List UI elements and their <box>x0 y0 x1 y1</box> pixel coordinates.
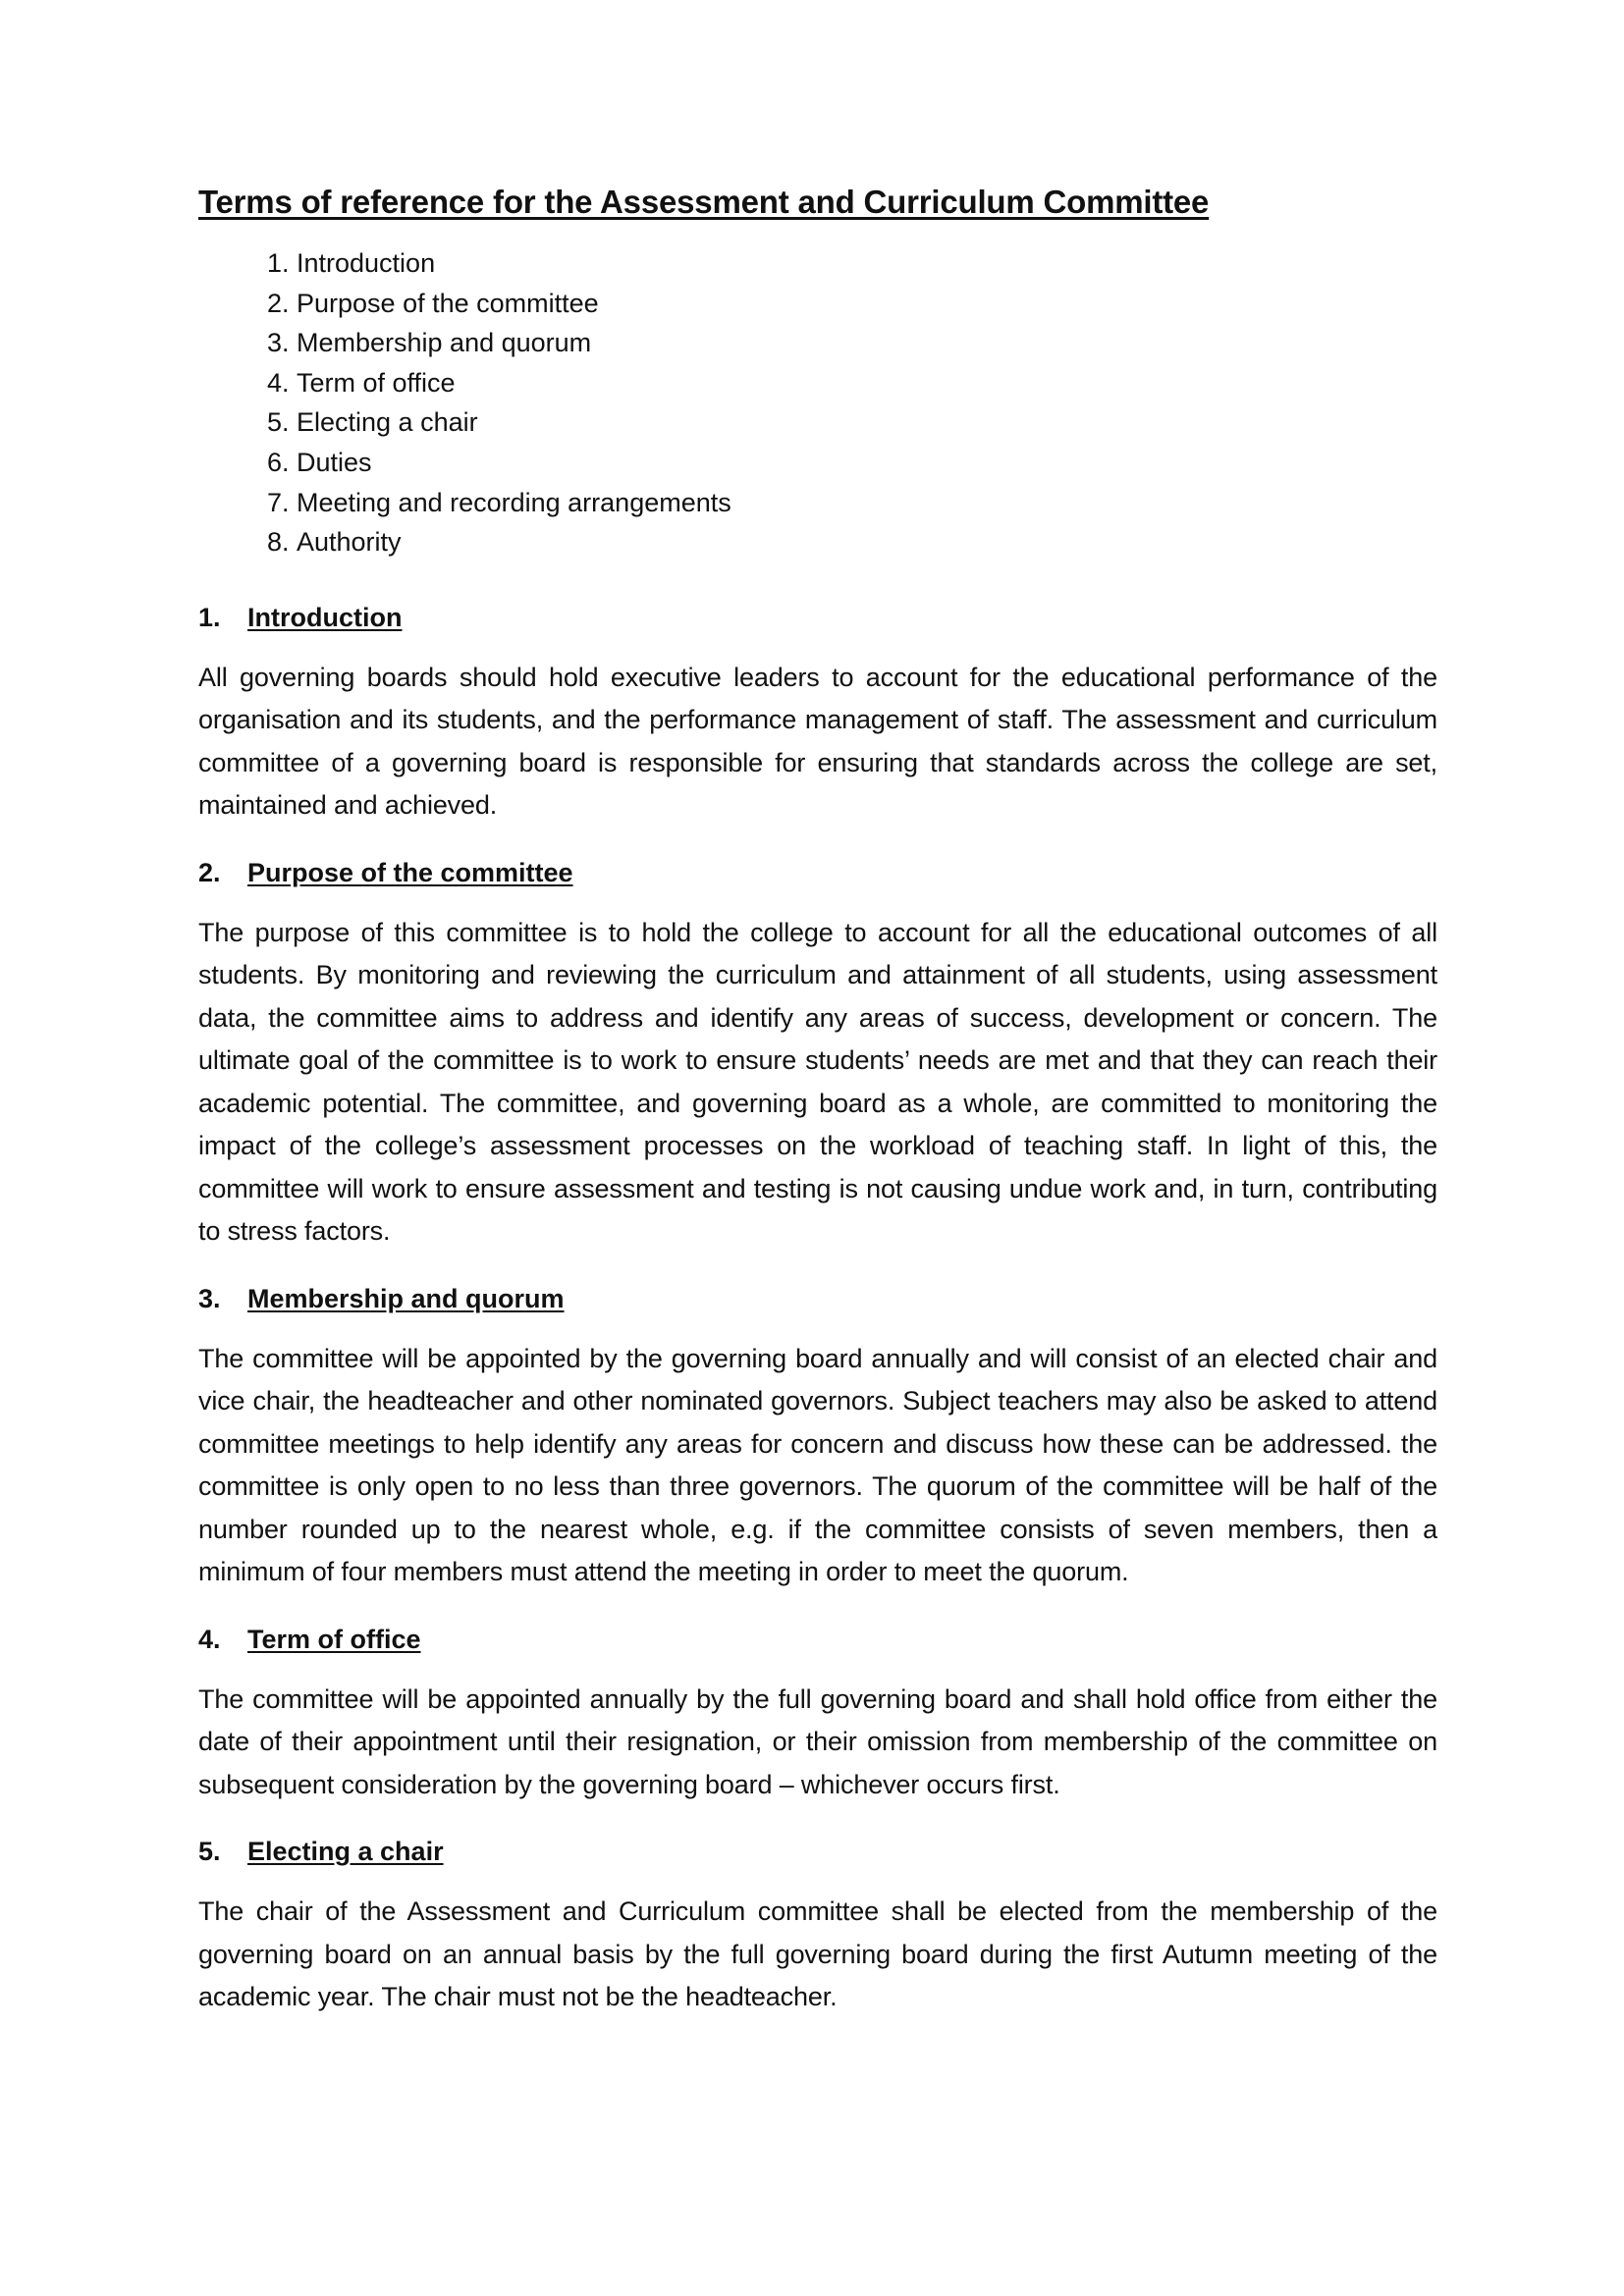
section-introduction <box>198 598 1437 828</box>
section-heading <box>198 1620 1437 1659</box>
section-electing-chair <box>198 1832 1437 2019</box>
toc-item <box>198 363 1437 403</box>
section-number: 2. <box>198 857 221 887</box>
section-body: The purpose of this committee is to hold the college to account for all the educational outcomes of all students. By monitoring and reviewing the curriculum and attainment of all students, using assessment data, the committee aims to address and identify any areas of success, development or concern. The ultimate goal of the committee is to work to ensure students’ needs are met and that they can reach their academic potential. The committee, and governing board as a whole, are committed to monitoring the impact of the college’s assessment processes on the workload of teaching staff. In light of this, the committee will work to ensure assessment and testing is not causing undue work and, in turn, contributing to stress factors. <box>198 917 1437 1247</box>
table-of-contents <box>198 243 1437 562</box>
section-title: Term of office <box>247 1624 421 1654</box>
toc-item-label: Electing a chair <box>297 407 478 438</box>
section-heading <box>198 1832 1437 1871</box>
section-number: 5. <box>198 1837 221 1867</box>
toc-item-label: Purpose of the committee <box>297 288 599 318</box>
section-title: Electing a chair <box>247 1837 444 1867</box>
section-membership <box>198 1279 1437 1594</box>
toc-item <box>198 483 1437 523</box>
section-heading <box>198 1279 1437 1318</box>
section-number: 3. <box>198 1283 221 1313</box>
toc-item <box>198 443 1437 483</box>
toc-item <box>198 243 1437 284</box>
section-body: All governing boards should hold executive leaders to account for the educational performance of the organisation and its students, and the performance management of staff. The assessment and curriculum committee of a governing board is responsible for ensuring that standards across the college are set, maintained and achieved. <box>198 662 1437 821</box>
toc-item-label: Membership and quorum <box>297 328 592 358</box>
section-number: 1. <box>198 602 221 632</box>
toc-item-number: 8. <box>267 527 290 558</box>
toc-item <box>198 284 1437 324</box>
section-purpose <box>198 853 1437 1254</box>
section-heading <box>198 598 1437 637</box>
section-heading <box>198 853 1437 892</box>
toc-item-number: 4. <box>267 367 290 398</box>
section-term-of-office <box>198 1620 1437 1807</box>
toc-item <box>198 522 1437 562</box>
section-body: The committee will be appointed by the governing board annually and will consist of an elected chair and vice chair, the headteacher and other nominated governors. Subject teachers may also be asked to attend committee meetings to help identify any areas for concern and discuss how these can be addressed. the committee is only open to no less than three governors. The quorum of the committee will be half of the number rounded up to the nearest whole, e.g. if the committee consists of seven members, then a minimum of four members must attend the meeting in order to meet the quorum. <box>198 1343 1437 1587</box>
toc-item-number: 3. <box>267 328 290 358</box>
toc-item-number: 5. <box>267 407 290 438</box>
toc-item-label: Authority <box>297 527 402 558</box>
toc-item-label: Introduction <box>297 248 436 278</box>
toc-item-label: Term of office <box>297 367 456 398</box>
section-body: The chair of the Assessment and Curriculum committee shall be elected from the membership of the governing board on an annual basis by the full governing board during the first Autumn meeting of the academic year. The chair must not be the headteacher. <box>198 1896 1437 2012</box>
section-number: 4. <box>198 1624 221 1654</box>
section-body: The committee will be appointed annually by the full governing board and shall hold office from either the date of their appointment until their resignation, or their omission from membership of the committee on subsequent consideration by the governing board – whichever occurs first. <box>198 1683 1437 1799</box>
toc-item-number: 2. <box>267 288 290 318</box>
toc-item-number: 6. <box>267 447 290 477</box>
document-content <box>198 181 1437 2045</box>
section-title: Purpose of the committee <box>247 857 573 887</box>
section-title: Introduction <box>247 602 403 632</box>
toc-item <box>198 402 1437 443</box>
document-title: Terms of reference for the Assessment and Curriculum Committee <box>198 184 1210 220</box>
toc-item-number: 7. <box>267 487 290 517</box>
toc-item-label: Duties <box>297 447 372 477</box>
toc-item-label: Meeting and recording arrangements <box>297 487 731 517</box>
toc-item-number: 1. <box>267 248 290 278</box>
toc-item <box>198 323 1437 363</box>
section-title: Membership and quorum <box>247 1283 565 1313</box>
